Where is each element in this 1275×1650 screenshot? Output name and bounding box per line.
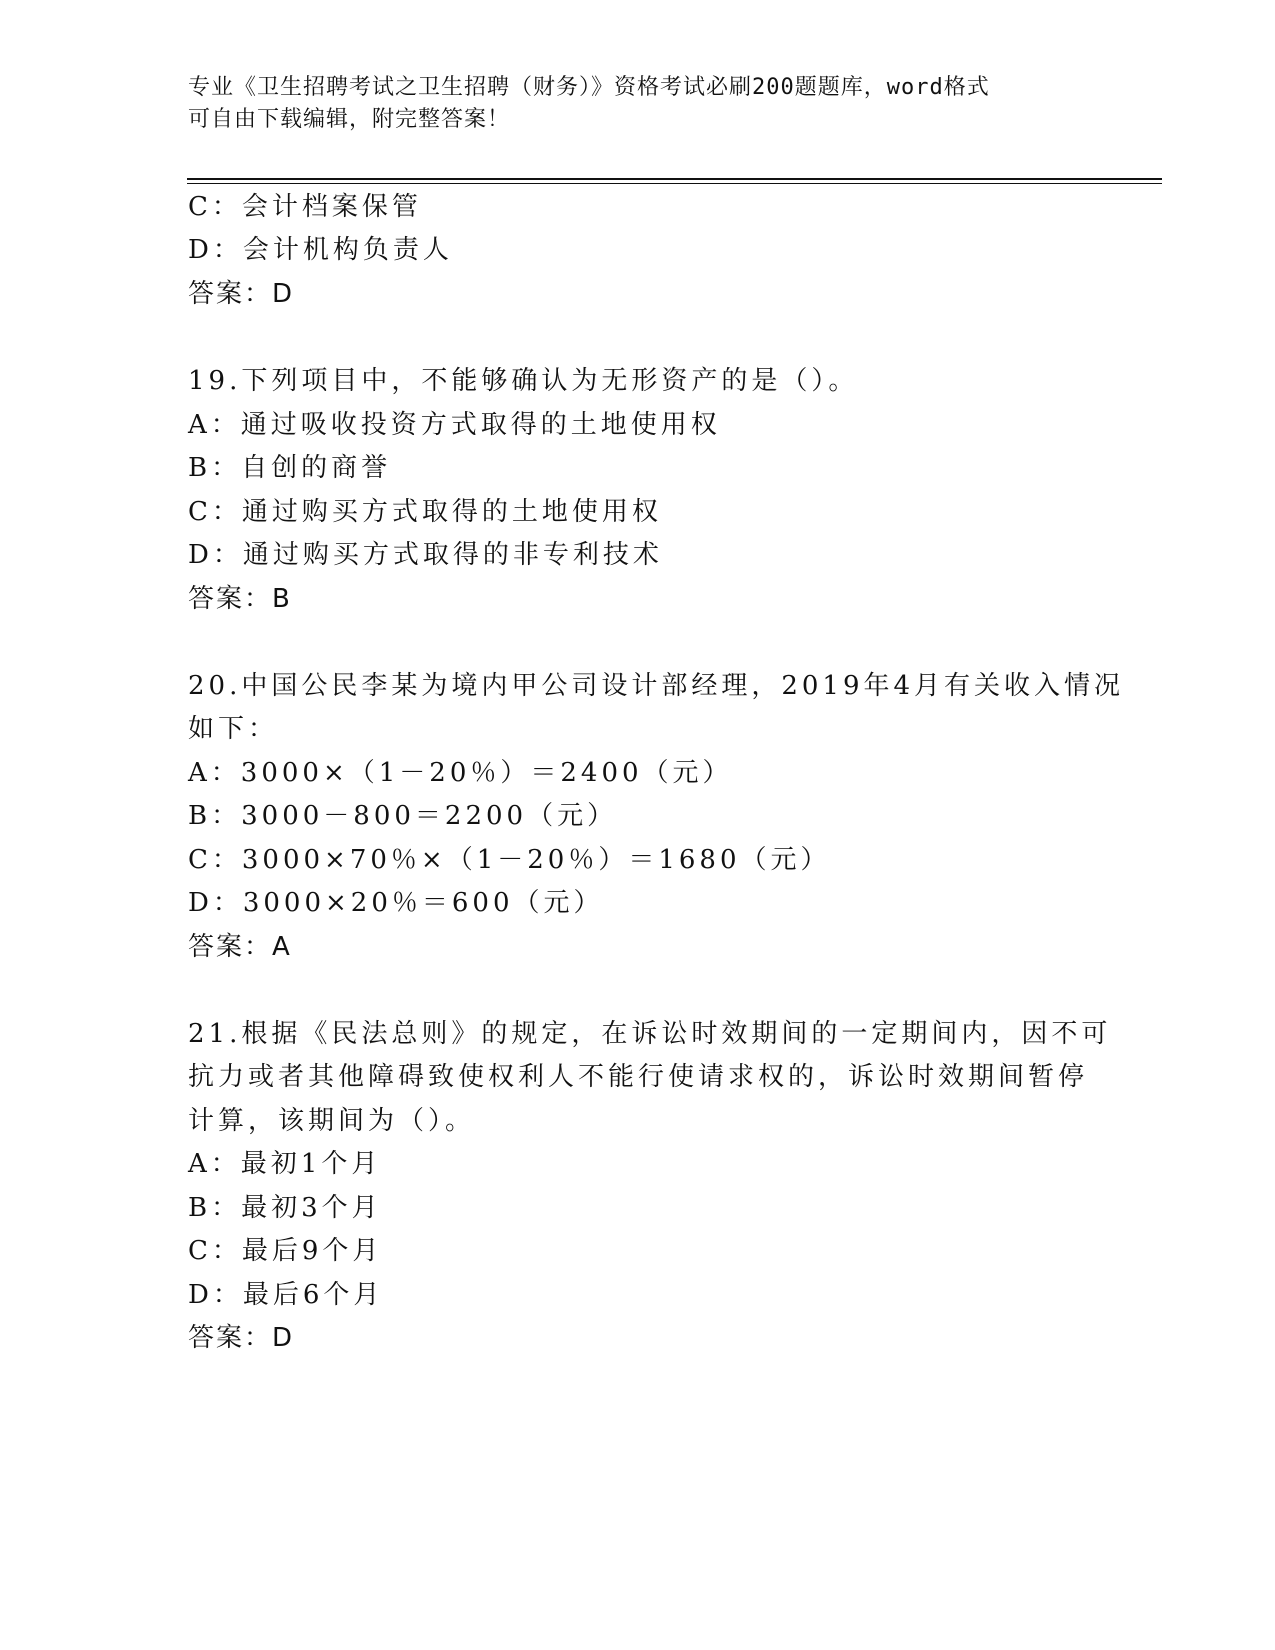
q18-answer: 答案：D bbox=[188, 279, 295, 309]
q20-option-d: D：3000×20％＝600（元） bbox=[188, 888, 604, 918]
q21-option-d: D：最后6个月 bbox=[188, 1280, 384, 1310]
q20-option-b: B：3000－800＝2200（元） bbox=[188, 801, 618, 831]
q21-answer: 答案：D bbox=[188, 1323, 295, 1353]
q20-option-a: A：3000×（1－20％）＝2400（元） bbox=[188, 758, 733, 788]
q20-question-line-1: 20.中国公民李某为境内甲公司设计部经理，2019年4月有关收入情况 bbox=[188, 671, 1125, 701]
q20-answer: 答案：A bbox=[188, 932, 292, 962]
q19-option-c: C：通过购买方式取得的土地使用权 bbox=[188, 497, 662, 527]
q19-option-b: B：自创的商誉 bbox=[188, 453, 392, 483]
q21-question-line-3: 计算，该期间为（）。 bbox=[188, 1106, 476, 1136]
header-line-1: 专业《卫生招聘考试之卫生招聘（财务）》资格考试必刷200题题库，word格式 bbox=[188, 75, 990, 100]
q19-option-d: D：通过购买方式取得的非专利技术 bbox=[188, 540, 663, 570]
q21-option-a: A：最初1个月 bbox=[188, 1149, 382, 1179]
q18-option-c: C：会计档案保管 bbox=[188, 192, 422, 222]
q18-option-d: D：会计机构负责人 bbox=[188, 235, 453, 265]
q19-option-a: A：通过吸收投资方式取得的土地使用权 bbox=[188, 410, 721, 440]
header-line-2: 可自由下载编辑，附完整答案！ bbox=[188, 107, 511, 132]
q21-question-line-2: 抗力或者其他障碍致使权利人不能行使请求权的，诉讼时效期间暂停 bbox=[188, 1062, 1089, 1092]
q19-answer: 答案：B bbox=[188, 584, 292, 614]
q20-question-line-2: 如下： bbox=[188, 714, 279, 744]
header-divider bbox=[187, 178, 1162, 180]
q21-option-b: B：最初3个月 bbox=[188, 1193, 382, 1223]
q20-option-c: C：3000×70％×（1－20％）＝1680（元） bbox=[188, 845, 831, 875]
q19-question: 19.下列项目中，不能够确认为无形资产的是（）。 bbox=[188, 366, 859, 396]
q21-option-c: C：最后9个月 bbox=[188, 1236, 383, 1266]
q21-question-line-1: 21.根据《民法总则》的规定，在诉讼时效期间的一定期间内，因不可 bbox=[188, 1019, 1112, 1049]
document-header bbox=[188, 72, 1088, 136]
header-divider-secondary bbox=[187, 183, 1162, 184]
